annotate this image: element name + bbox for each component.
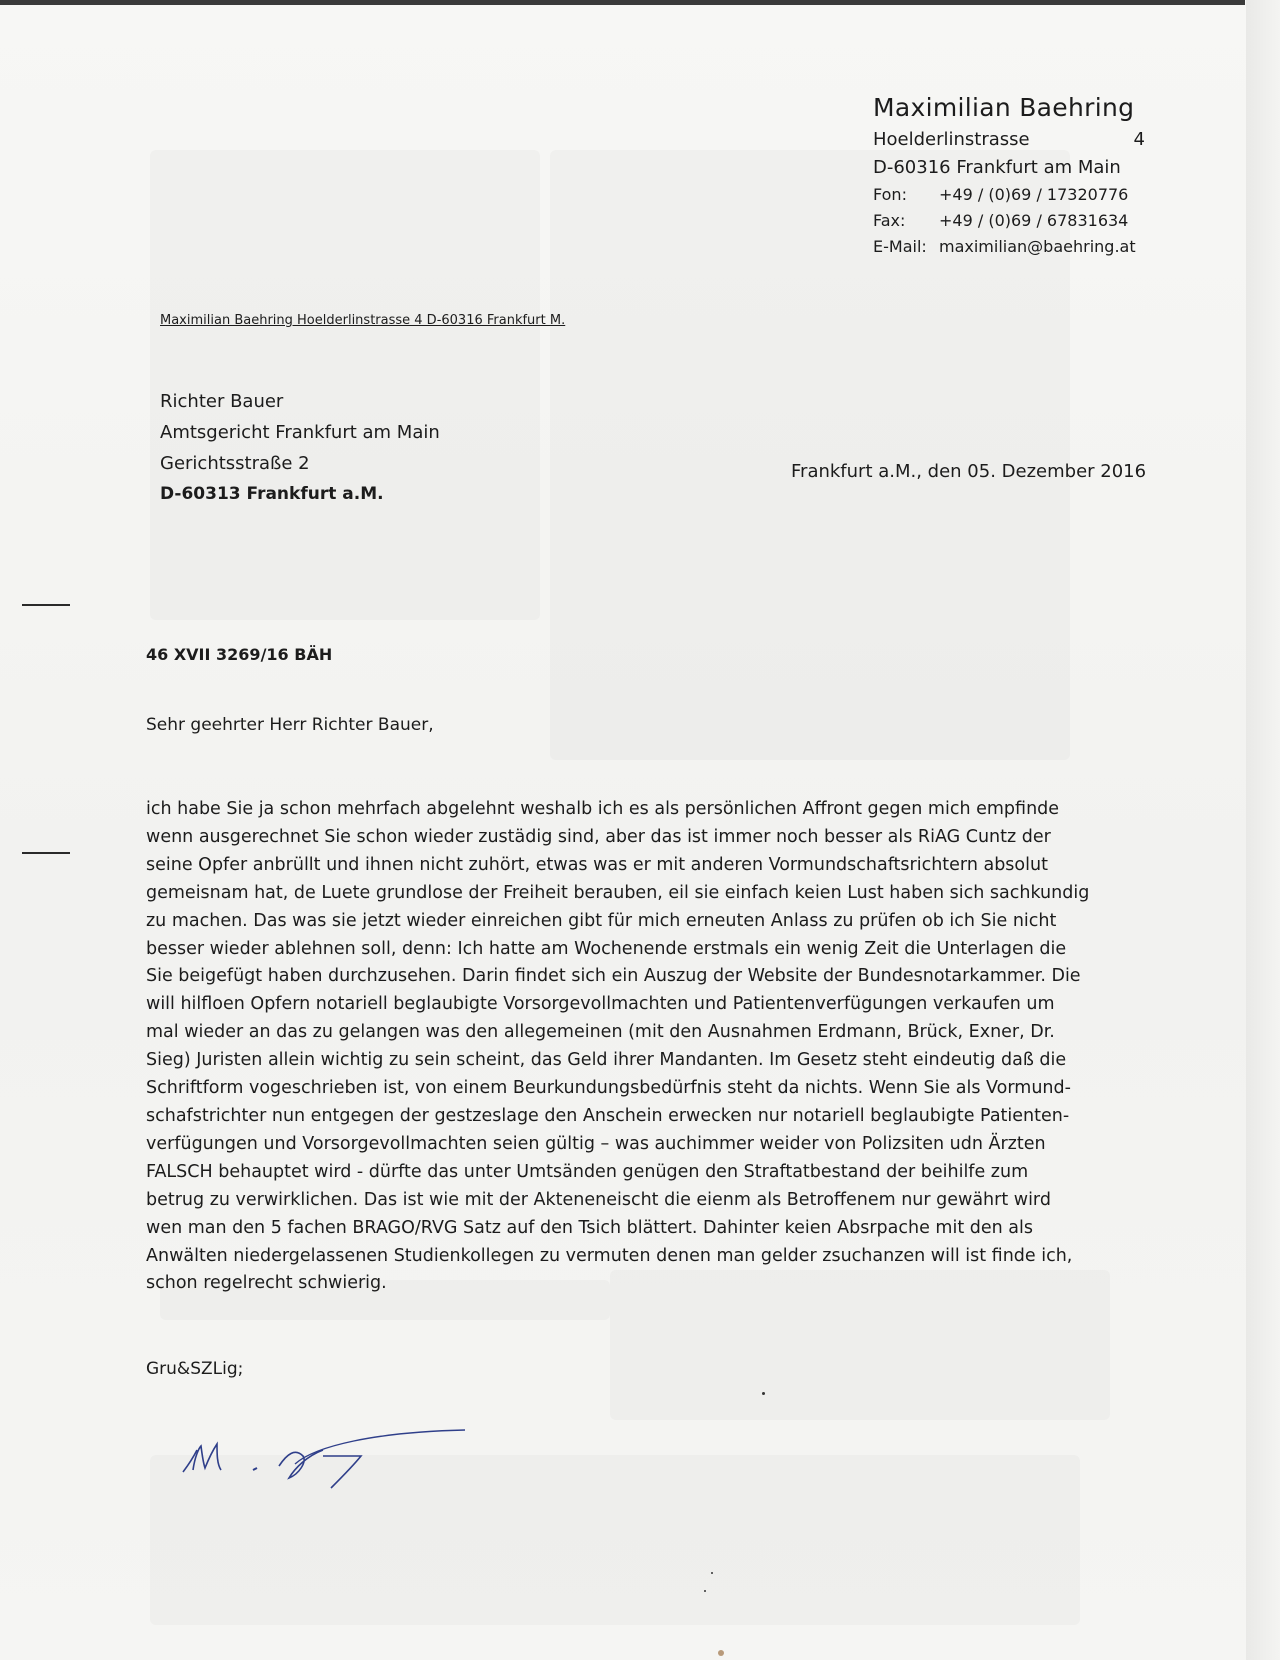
case-reference: 46 XVII 3269/16 BÄH <box>146 645 333 664</box>
body-line: zu machen. Das was sie jetzt wieder einreichen gibt für mich erneuten Anlass zu prüfen ob ich Sie nicht <box>146 910 1057 931</box>
bleed-through-shadow <box>150 150 540 620</box>
body-line: betrug zu verwirklichen. Das ist wie mit der Akteneneischt die eienm als Betroffenem nur gewährt wird <box>146 1189 1051 1210</box>
recipient-line: Amtsgericht Frankfurt am Main <box>160 422 440 443</box>
salutation: Sehr geehrter Herr Richter Bauer, <box>146 715 434 735</box>
contact-value: +49 / (0)69 / 17320776 <box>939 185 1129 204</box>
scan-top-edge <box>0 0 1245 5</box>
body-line: will hilfloen Opfern notariell beglaubigte Vorsorgevollmachten und Patientenverfügungen verkaufen um <box>146 994 1055 1015</box>
scan-speck <box>711 1572 713 1574</box>
contact-fax <box>873 208 1145 234</box>
contact-value: +49 / (0)69 / 67831634 <box>939 211 1129 230</box>
letter-body <box>146 796 1146 1298</box>
sender-city: D-60316 Frankfurt am Main <box>873 157 1121 178</box>
contact-email <box>873 234 1145 260</box>
sender-name: Maximilian Baehring <box>873 93 1135 122</box>
contact-label: Fon: <box>873 185 907 204</box>
sender-street-line <box>873 126 1145 154</box>
body-line: Anwälten niedergelassenen Studienkollegen zu vermuten denen man gelder zsuchanzen will ist finde ich, <box>146 1245 1073 1266</box>
sender-house-number: 4 <box>1133 129 1145 150</box>
contact-value: maximilian@baehring.at <box>939 237 1136 256</box>
contact-label: Fax: <box>873 211 906 230</box>
sender-street: Hoelderlinstrasse <box>873 129 1030 150</box>
body-line: schon regelrecht schwierig. <box>146 1273 387 1294</box>
body-line: Sieg) Juristen allein wichtig zu sein scheint, das Geld ihrer Mandanten. Im Gesetz steht eindeutig daß die <box>146 1050 1067 1071</box>
contact-phone <box>873 182 1145 208</box>
scan-speck <box>762 1392 765 1395</box>
recipient-line: Richter Bauer <box>160 391 284 412</box>
fold-mark <box>22 604 70 606</box>
fold-mark <box>22 852 70 854</box>
body-line: Sie beigefügt haben durchzusehen. Darin findet sich ein Auszug der Website der Bundesnotarkammer. Die <box>146 966 1081 987</box>
body-line: gemeisnam hat, de Luete grundlose der Freiheit berauben, eil sie einfach keien Lust haben sich sachkundig <box>146 882 1090 903</box>
closing: Gru&SZLig; <box>146 1359 244 1379</box>
recipient-address <box>160 386 440 510</box>
contact-label: E-Mail: <box>873 237 927 256</box>
body-line: seine Opfer anbrüllt und ihnen nicht zuhört, etwas was er mit anderen Vormundschaftsrichtern absolut <box>146 854 1048 875</box>
handwritten-signature <box>175 1420 475 1500</box>
body-line: wenn ausgerechnet Sie schon wieder zustädig sind, aber das ist immer noch besser als RiAG Cuntz der <box>146 826 1051 847</box>
recipient-line: Gerichtsstraße 2 <box>160 453 310 474</box>
body-line: Schriftform vogeschrieben ist, von einem Beurkundungsbedürfnis steht da nichts. Wenn Sie als Vormund- <box>146 1078 1071 1099</box>
body-line: verfügungen und Vorsorgevollmachten seien gültig – was auchimmer weider von Polizsiten udn Ärzten <box>146 1133 1046 1154</box>
scan-speck <box>718 1650 724 1656</box>
body-line: mal wieder an das zu gelangen was den allegemeinen (mit den Ausnahmen Erdmann, Brück, Exner, Dr. <box>146 1022 1055 1043</box>
scan-right-edge <box>1246 0 1280 1660</box>
body-line: schafstrichter nun entgegen der gestzeslage den Anschein erwecken nur notariell beglaubigte Patienten- <box>146 1105 1070 1126</box>
body-line: wen man den 5 fachen BRAGO/RVG Satz auf den Tsich blättert. Dahinter keien Absrpache mit den als <box>146 1217 1033 1238</box>
body-line: besser wieder ablehnen soll, denn: Ich hatte am Wochenende erstmals ein wenig Zeit die Unterlagen die <box>146 938 1067 959</box>
date-line: Frankfurt a.M., den 05. Dezember 2016 <box>791 461 1147 482</box>
return-address-line: Maximilian Baehring Hoelderlinstrasse 4 D-60316 Frankfurt M. <box>160 313 566 328</box>
sender-letterhead <box>873 90 1145 260</box>
scan-speck <box>704 1590 706 1592</box>
recipient-city-line: D-60313 Frankfurt a.M. <box>160 484 384 504</box>
body-line: FALSCH behauptet wird - dürfte das unter Umtsänden genügen den Straftatbestand der beihilfe zum <box>146 1161 1029 1182</box>
body-line: ich habe Sie ja schon mehrfach abgelehnt weshalb ich es als persönlichen Affront gegen mich empfinde <box>146 799 1060 819</box>
